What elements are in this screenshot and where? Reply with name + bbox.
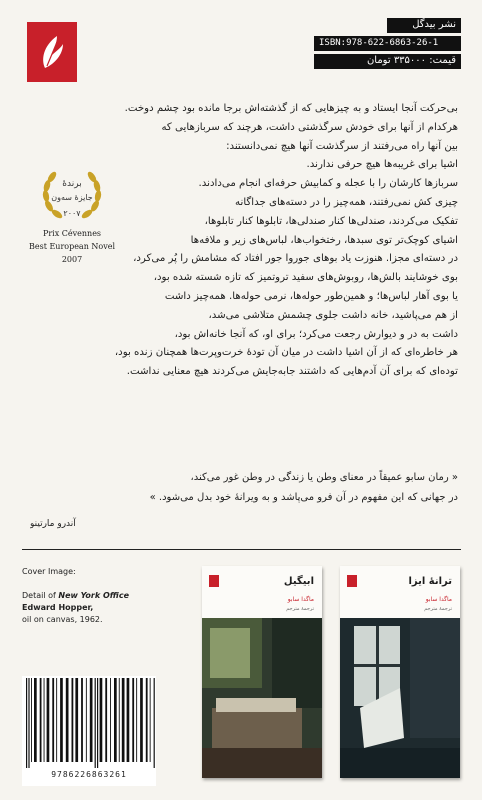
price-label: قیمت: ۳۳۵۰۰۰ تومان — [314, 54, 461, 69]
barcode-bar — [105, 678, 107, 762]
excerpt-line: هرکدام از آنها برای خودش سرگذشتی داشت، هرچند که سربازهایی که — [161, 121, 458, 133]
book-author: ماگدا سابو — [287, 596, 314, 603]
barcode-bar — [136, 678, 137, 762]
award-name-en: Prix Cévennes — [42, 229, 102, 238]
barcode-bar — [81, 678, 83, 762]
excerpt-line: بوی خوشایند بالش‌ها، روبوش‌های سفید تروتمیز که تازه شسته شده بود، — [153, 272, 458, 284]
excerpt-line: توده‌ای که برای آن آدم‌هایی که داشتند جابه‌جایش می‌کردند هیچ معنایی نداشت. — [126, 366, 458, 378]
barcode-bar — [122, 678, 125, 762]
award-year-fa: ۲۰۰۷ — [63, 209, 81, 218]
excerpt-line: اشیا برای غریبه‌ها هیچ حرفی ندارند. — [306, 159, 458, 171]
excerpt-line: داشت به در و دیوارش رجعت می‌کرد؛ برای او، که آنجا خانه‌اش بود، — [174, 328, 458, 340]
barcode-bar — [66, 678, 69, 762]
book-translator: ترجمهٔ مترجم — [424, 606, 452, 612]
section-divider — [22, 549, 461, 550]
cover-painting-icon — [340, 618, 460, 778]
barcode-bar — [100, 678, 103, 762]
barcode-bar — [60, 678, 63, 762]
barcode-bar — [75, 678, 78, 762]
publisher-info — [314, 18, 461, 72]
related-book-cover — [340, 566, 460, 778]
publisher-badge-icon — [209, 575, 219, 587]
award-badge — [22, 166, 122, 265]
barcode-bar — [56, 678, 57, 762]
award-subtitle-en: Best European Novel — [28, 242, 116, 251]
barcode-bar — [40, 678, 42, 762]
detail-prefix: Detail of — [22, 591, 56, 600]
book-author: ماگدا سابو — [425, 596, 452, 603]
publisher-logo — [27, 22, 77, 82]
excerpt-line: هر خاطره‌ای که از آن اشیا داشت در میان آن تودهٔ خرت‌وپرت‌ها همچنان زنده بود، — [114, 347, 458, 359]
excerpt-line: بین آنها راه می‌رفتند از سرگذشت آنها هیچ نمی‌دانستند: — [226, 140, 458, 152]
cover-image-credit — [22, 566, 152, 626]
quote-line: در جهانی که این مفهوم در آن فرو می‌پاشد و به ویرانهٔ خود بدل می‌شود. » — [149, 492, 458, 503]
barcode-bar — [34, 678, 37, 762]
barcode-bar — [28, 678, 29, 768]
cover-detail-line — [22, 590, 152, 602]
barcode-bar — [114, 678, 117, 762]
review-quote — [30, 468, 458, 534]
barcode-bar — [44, 678, 45, 762]
barcode-bar — [26, 678, 27, 768]
barcode-bar — [110, 678, 111, 762]
book-title: ابیگیل — [283, 576, 314, 587]
barcode-bar — [52, 678, 54, 762]
excerpt-line: بی‌حرکت آنجا ایستاد و به چیزهایی که از گذشته‌اش برجا مانده بود چشم دوخت. — [124, 103, 458, 114]
barcode-bar — [119, 678, 120, 762]
publisher-name: نشر بیدگل — [387, 18, 461, 33]
excerpt-line: یا بوی آهار لباس‌ها؛ و همین‌طور حوله‌ها، نرمی حوله‌ها. همه‌چیز داشت — [164, 290, 458, 302]
book-translator: ترجمهٔ مترجم — [286, 606, 314, 612]
barcode-bar — [140, 678, 143, 762]
painting-title: New York Office — [58, 591, 130, 600]
excerpt-line: در دسته‌ای مجزا. هنوزت یاد بوهای جوروا جور افتاد که مشامش را پُر می‌کرد، — [133, 253, 458, 265]
excerpt-line: چیزی کش نمی‌رفتند، همه‌چیز را در دسته‌های جداگانه — [235, 196, 458, 208]
painting-medium: oil on canvas, 1962. — [22, 615, 103, 624]
barcode-bar — [86, 678, 87, 762]
barcode-bar — [72, 678, 74, 762]
book-title: ترانهٔ ایزا — [408, 576, 452, 587]
barcode-bar — [132, 678, 134, 762]
feather-logo-icon — [27, 22, 77, 82]
quote-line: « رمان سابو عمیقاً در معنای وطن یا زندگی در وطن غور می‌کند، — [190, 472, 458, 483]
award-year-en: 2007 — [61, 255, 83, 264]
excerpt-text — [110, 100, 458, 382]
barcode-bar — [127, 678, 130, 762]
award-title-fa: برندهٔ — [62, 179, 82, 189]
publisher-badge-icon — [347, 575, 357, 587]
barcode-bar — [47, 678, 50, 762]
excerpt-line: تفکیک می‌کردند، صندلی‌ها کنار صندلی‌ها، تابلوها کنار تابلوها، — [204, 215, 458, 227]
artist-name: Edward Hopper, — [22, 603, 94, 612]
barcode-digits: 9786226863261 — [22, 770, 156, 779]
barcode-bar — [31, 678, 32, 762]
excerpt-line: از هم می‌پاشید، خانه داشت جلوی چشمش متلاشی می‌شد، — [208, 309, 458, 321]
related-book-cover — [202, 566, 322, 778]
excerpt-line: اشیای کوچک‌تر توی سبدها، رختخواب‌ها، لباس‌های زیر و ملافه‌ها — [190, 234, 458, 246]
barcode-bar — [154, 678, 155, 768]
award-name-fa: جایزهٔ سه‌ون — [51, 193, 93, 202]
barcode-bars-icon — [22, 676, 156, 768]
barcode-bar — [95, 678, 96, 768]
barcode-bar — [97, 678, 98, 768]
cover-image-label: Cover Image: — [22, 567, 76, 576]
cover-painting-icon — [202, 618, 322, 778]
barcode-bar — [90, 678, 93, 762]
excerpt-line: سربازها کارشان را با عجله و کمابیش حرفه‌ای انجام می‌دادند. — [198, 178, 458, 190]
barcode-bar — [150, 678, 151, 762]
isbn-label: ISBN:978-622-6863-26-1 — [314, 36, 461, 51]
barcode-bar — [146, 678, 148, 762]
quote-author: آندرو مارتینو — [30, 519, 76, 529]
